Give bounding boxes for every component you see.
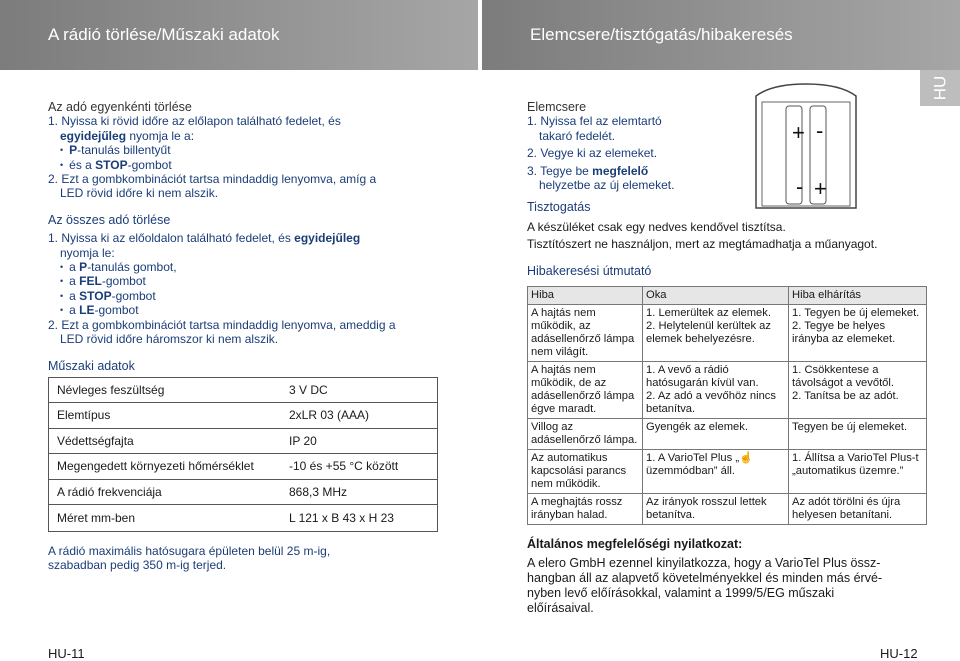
troubleshooting-title: Hibakeresési útmutató — [527, 263, 652, 278]
left-page-header — [0, 0, 478, 70]
language-tab: HU — [920, 70, 960, 106]
remedy-cell: 1. Állítsa a VarioTel Plus-t „automatikus üzemre.” — [789, 450, 927, 494]
cause-cell: 1. A vevő a rádió hatósugarán kívül van. 2. Az adó a vevőhöz nincs betanítva. — [643, 362, 789, 419]
troubleshooting-row — [528, 450, 927, 494]
col-header-cause: Oka — [643, 287, 789, 305]
battery-title: Elemcsere — [527, 100, 587, 114]
battery-minus-top: - — [816, 118, 824, 143]
right-page-title: Elemcsere/tisztógatás/hibakeresés — [530, 25, 793, 44]
battery-plus-bottom: + — [814, 176, 827, 201]
right-page-number: HU-12 — [880, 646, 918, 661]
tech-data-title: Műszaki adatok — [48, 358, 135, 373]
battery-steps: 1. Nyissa fel az elemtartó takaró fedelét. 2. Vegye ki az elemeket. 3. Tegye be megfelelő helyzetbe az új elemeket. — [527, 114, 675, 193]
spec-row: Méret mm-ben L 121 x B 43 x H 23 — [57, 510, 394, 525]
fault-cell: A hajtás nem működik, az adásellenőrző lámpa nem világít. — [528, 305, 643, 362]
range-note: A rádió maximális hatósugara épületen belül 25 m-ig, szabadban pedig 350 m-ig terjed. — [48, 543, 331, 573]
cause-cell: 1. Lemerültek az elemek. 2. Helytelenül kerültek az elemek behelyezésre. — [643, 305, 789, 362]
all-delete-steps: 1. Nyissa ki az előoldalon található fedelet, és egyidejűleg nyomja le: • a P-tanulás gombot, • a FEL-gombot • a STOP-gombot • a LE-gombot 2. Ezt a gombkombinációt tartsa mindaddig lenyomva, ameddig a LED rövid időre háromszor ki nem alszik. — [48, 231, 458, 346]
spec-row: Névleges feszültség 3 V DC — [49, 378, 437, 404]
battery-compartment-illustration — [752, 82, 860, 210]
remedy-cell: Az adót törölni és újra helyesen betanítani. — [789, 494, 927, 525]
fault-cell: A hajtás nem működik, de az adásellenőrző lámpa égve maradt. — [528, 362, 643, 419]
right-page-header — [482, 0, 960, 70]
troubleshooting-row — [528, 305, 927, 362]
single-delete-title: Az adó egyenkénti törlése — [48, 100, 192, 114]
cleaning-title: Tisztogatás — [527, 200, 591, 215]
cause-cell: Az irányok rosszul lettek betanítva. — [643, 494, 789, 525]
spec-row: Védettségfajta IP 20 — [49, 429, 437, 455]
fault-cell: Az automatikus kapcsolási parancs nem működik. — [528, 450, 643, 494]
remedy-cell: Tegyen be új elemeket. — [789, 419, 927, 450]
spec-row: Megengedett környezeti hőmérséklet -10 és +55 °C között — [49, 454, 437, 480]
left-page-title: A rádió törlése/Műszaki adatok — [48, 25, 280, 44]
troubleshooting-row — [528, 362, 927, 419]
tech-data-table — [48, 377, 438, 532]
troubleshooting-row — [528, 494, 927, 525]
cause-cell: 1. A VarioTel Plus „☝ üzemmódban” áll. — [643, 450, 789, 494]
fault-cell: A meghajtás rossz irányban halad. — [528, 494, 643, 525]
cleaning-text: A készüléket csak egy nedves kendővel tisztítsa. Tisztítószert ne használjon, mert az megtámadhatja a műanyagot. — [527, 219, 878, 252]
col-header-remedy: Hiba elhárítás — [789, 287, 927, 305]
left-column — [48, 100, 458, 573]
fault-cell: Villog az adásellenőrző lámpa. — [528, 419, 643, 450]
all-delete-title: Az összes adó törlése — [48, 212, 171, 227]
left-page-number: HU-11 — [48, 646, 85, 661]
single-delete-steps: 1. Nyissa ki rövid időre az előlapon található fedelet, és egyidejűleg nyomja le a: • P-tanulás billentyűt • és a STOP-gombot 2. Ezt a gombkombinációt tartsa mindaddig lenyomva, amíg a LED rövid időre ki nem alszik. — [48, 114, 458, 200]
col-header-fault: Hiba — [528, 287, 643, 305]
remedy-cell: 1. Csökkentese a távolságot a vevőtől. 2. Tanítsa be az adót. — [789, 362, 927, 419]
battery-plus-top: + — [792, 120, 805, 145]
spec-row: Elemtípus 2xLR 03 (AAA) — [49, 403, 437, 429]
troubleshooting-row — [528, 419, 927, 450]
battery-minus-bottom: - — [796, 174, 804, 199]
conformity-title: Általános megfelelőségi nyilatkozat: — [527, 537, 743, 552]
right-column — [527, 100, 927, 616]
conformity-text: A elero GmbH ezennel kinyilatkozza, hogy a VarioTel Plus össz- hangban áll az alapvető követelményekkel és minden más érvé- nyben levő előírásokkal, valamint a 1999/5/EG műszaki előírásaival. — [527, 556, 883, 616]
remedy-cell: 1. Tegyen be új elemeket. 2. Tegye be helyes irányba az elemeket. — [789, 305, 927, 362]
troubleshooting-table — [527, 286, 927, 525]
spec-row: A rádió frekvenciája 868,3 MHz — [49, 480, 437, 506]
cause-cell: Gyengék az elemek. — [643, 419, 789, 450]
